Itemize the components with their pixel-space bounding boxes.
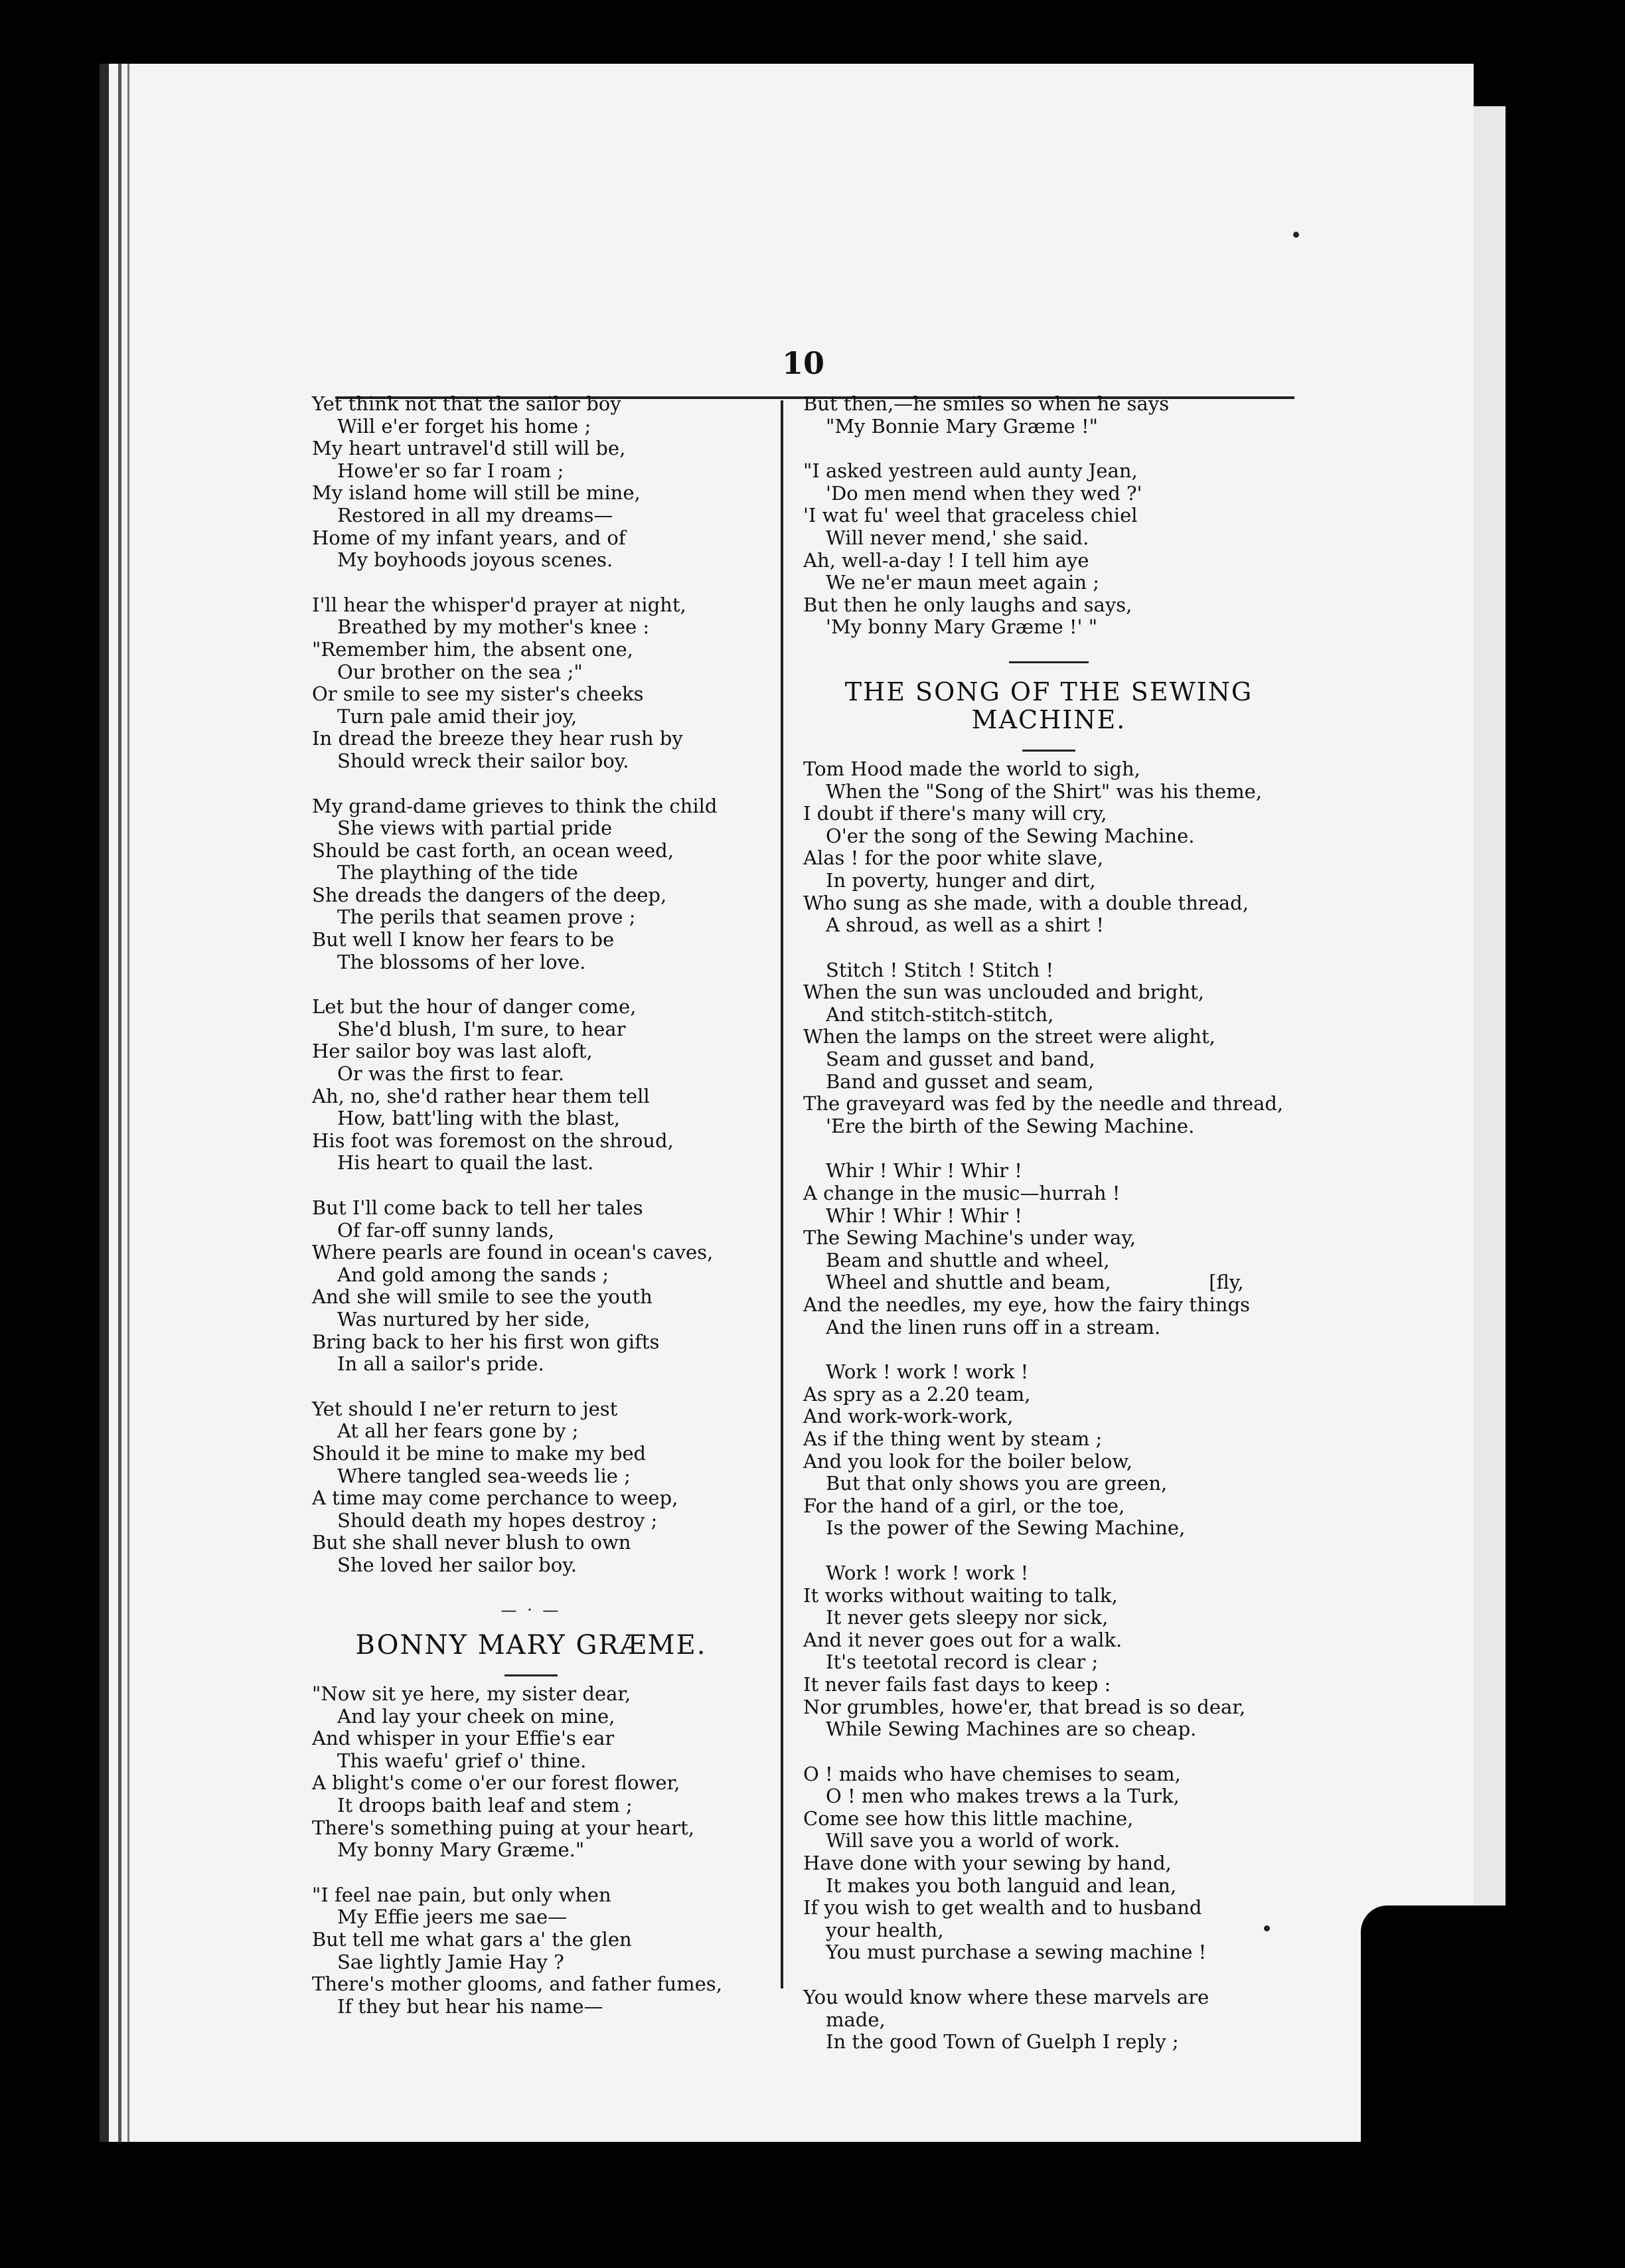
verse-line: Nor grumbles, howe'er, that bread is so dear, xyxy=(803,1695,1246,1718)
verse-line: Whir ! Whir ! Whir ! xyxy=(826,1159,1022,1182)
verse-line: And the needles, my eye, how the fairy things xyxy=(803,1293,1251,1316)
verse-line: Tom Hood made the world to sigh, xyxy=(803,757,1140,780)
verse-line: My boyhoods joyous scenes. xyxy=(337,548,613,572)
verse-line: It's teetotal record is clear ; xyxy=(826,1651,1099,1674)
verse-line: "Remember him, the absent one, xyxy=(312,637,633,661)
verse-line: And work-work-work, xyxy=(803,1405,1014,1428)
verse-line: There's mother glooms, and father fumes, xyxy=(312,1973,722,1996)
verse-line: Seam and gusset and band, xyxy=(826,1048,1095,1071)
verse-line: If they but hear his name— xyxy=(337,1994,603,2018)
verse-line: The graveyard was fed by the needle and thread, xyxy=(803,1092,1284,1115)
verse-line: As if the thing went by steam ; xyxy=(803,1427,1103,1450)
verse-line: In poverty, hunger and dirt, xyxy=(826,868,1096,892)
verse-line: It droops baith leaf and stem ; xyxy=(337,1794,633,1817)
page-number: 10 xyxy=(781,345,824,381)
verse-line: When the "Song of the Shirt" was his theme, xyxy=(826,779,1263,803)
title-rule xyxy=(504,1674,558,1676)
verse-line: "Now sit ye here, my sister dear, xyxy=(312,1682,631,1706)
verse-line: But I'll come back to tell her tales xyxy=(312,1196,643,1219)
stanza xyxy=(803,959,1294,1138)
verse-line: Or was the first to fear. xyxy=(337,1062,565,1086)
torn-corner xyxy=(1361,1905,1520,2145)
stanza xyxy=(803,1361,1294,1540)
verse-line: Work ! work ! work ! xyxy=(826,1561,1029,1584)
right-column xyxy=(803,393,1294,2076)
verse-line: And she will smile to see the youth xyxy=(312,1285,653,1309)
verse-line: The plaything of the tide xyxy=(337,861,578,884)
verse-line: A shroud, as well as a shirt ! xyxy=(826,914,1104,937)
verse-line: When the lamps on the street were alight, xyxy=(803,1025,1215,1048)
verse-line: The blossoms of her love. xyxy=(337,950,586,973)
stanza xyxy=(803,1160,1294,1338)
section-rule xyxy=(1009,661,1089,663)
verse-line: At all her fears gone by ; xyxy=(337,1419,579,1443)
verse-line: But then he only laughs and says, xyxy=(803,593,1132,616)
verse-line: Howe'er so far I roam ; xyxy=(337,459,564,482)
verse-line: While Sewing Machines are so cheap. xyxy=(826,1718,1197,1741)
sailor-boy-poem xyxy=(312,393,750,1577)
verse-line: My heart untravel'd still will be, xyxy=(312,437,626,460)
verse-line: She'd blush, I'm sure, to hear xyxy=(337,1017,626,1040)
verse-line: My bonny Mary Græme." xyxy=(337,1838,585,1862)
binding-line xyxy=(118,64,121,2142)
verse-line: It never fails fast days to keep : xyxy=(803,1672,1111,1696)
verse-line: If you wish to get wealth and to husband xyxy=(803,1896,1202,1919)
bonny-mary-graeme-poem xyxy=(312,1683,750,2018)
verse-line: "I feel nae pain, but only when xyxy=(312,1883,611,1906)
stanza xyxy=(312,1197,750,1376)
verse-line: The Sewing Machine's under way, xyxy=(803,1226,1136,1250)
verse-line: "I asked yestreen auld aunty Jean, xyxy=(803,459,1138,483)
verse-line: Home of my infant years, and of xyxy=(312,526,626,549)
verse-line: And stitch-stitch-stitch, xyxy=(826,1003,1054,1026)
verse-line: The perils that seamen prove ; xyxy=(337,906,636,929)
verse-line: My grand-dame grieves to think the child xyxy=(312,794,718,817)
verse-line: And you look for the boiler below, xyxy=(803,1449,1132,1473)
stanza xyxy=(312,393,750,572)
verse-line: Who sung as she made, with a double thread, xyxy=(803,891,1249,914)
verse-line: This waefu' grief o' thine. xyxy=(337,1749,587,1772)
verse-line: But that only shows you are green, xyxy=(826,1472,1168,1495)
speck xyxy=(1264,1925,1270,1931)
verse-line: And gold among the sands ; xyxy=(337,1263,609,1286)
verse-line: Band and gusset and seam, xyxy=(826,1070,1094,1093)
verse-line: Our brother on the sea ;" xyxy=(337,660,583,683)
verse-line: made, xyxy=(826,2008,886,2031)
verse-line: Alas ! for the poor white slave, xyxy=(803,847,1104,870)
column-divider xyxy=(781,400,783,1988)
verse-line: And lay your cheek on mine, xyxy=(337,1704,615,1728)
stanza xyxy=(312,1398,750,1577)
verse-line: Or smile to see my sister's cheeks xyxy=(312,683,644,706)
verse-line: It never gets sleepy nor sick, xyxy=(826,1606,1109,1629)
verse-line: My island home will still be mine, xyxy=(312,481,641,505)
verse-line: Will save you a world of work. xyxy=(826,1829,1121,1852)
verse-line: In dread the breeze they hear rush by xyxy=(312,727,683,750)
verse-line: But she shall never blush to own xyxy=(312,1531,631,1554)
verse-line: 'Ere the birth of the Sewing Machine. xyxy=(826,1114,1195,1137)
binding-line-inner xyxy=(127,64,129,2142)
left-column xyxy=(312,393,750,2040)
verse-line: Was nurtured by her side, xyxy=(337,1307,591,1331)
verse-line: Ah, well-a-day ! I tell him aye xyxy=(803,548,1089,572)
verse-line: Should death my hopes destroy ; xyxy=(337,1508,658,1532)
stanza xyxy=(803,393,1294,438)
song-of-sewing-machine-poem xyxy=(803,758,1294,2054)
verse-line: Her sailor boy was last aloft, xyxy=(312,1040,593,1063)
stanza xyxy=(312,1884,750,2018)
verse-line: Will e'er forget his home ; xyxy=(337,414,591,438)
verse-line: Where pearls are found in ocean's caves, xyxy=(312,1241,714,1264)
verse-line: But then,—he smiles so when he says xyxy=(803,392,1170,415)
verse-line: Will never mend,' she said. xyxy=(826,526,1089,549)
verse-line: Breathed by my mother's knee : xyxy=(337,615,650,639)
verse-line: Turn pale amid their joy, xyxy=(337,704,578,728)
verse-line: "My Bonnie Mary Græme !" xyxy=(826,414,1099,438)
verse-line: A change in the music—hurrah ! xyxy=(803,1182,1121,1205)
stanza xyxy=(312,1683,750,1862)
verse-line: You would know where these marvels are xyxy=(803,1986,1209,2009)
verse-line: your health, xyxy=(826,1918,944,1941)
verse-line: His heart to quail the last. xyxy=(337,1151,594,1174)
verse-line: For the hand of a girl, or the toe, xyxy=(803,1494,1125,1517)
stanza xyxy=(803,1763,1294,1964)
verse-line: When the sun was unclouded and bright, xyxy=(803,981,1205,1004)
verse-line: Should be cast forth, an ocean weed, xyxy=(312,839,674,862)
verse-line: I'll hear the whisper'd prayer at night, xyxy=(312,593,686,616)
verse-line: Where tangled sea-weeds lie ; xyxy=(337,1464,631,1487)
verse-line: 'My bonny Mary Græme !' " xyxy=(826,615,1098,639)
verse-line: O'er the song of the Sewing Machine. xyxy=(826,824,1195,847)
verse-line: And the linen runs off in a stream. xyxy=(826,1315,1161,1338)
stanza xyxy=(312,795,750,974)
verse-line: I doubt if there's many will cry, xyxy=(803,802,1107,825)
verse-line: Work ! work ! work ! xyxy=(826,1360,1029,1384)
verse-line: O ! men who makes trews a la Turk, xyxy=(826,1785,1180,1808)
verse-line: His foot was foremost on the shroud, xyxy=(312,1129,674,1152)
verse-line: You must purchase a sewing machine ! xyxy=(826,1941,1207,1964)
verse-line: Sae lightly Jamie Hay ? xyxy=(337,1950,564,1973)
speck xyxy=(1293,232,1299,238)
verse-line: And it never goes out for a walk. xyxy=(803,1628,1122,1651)
verse-line: Is the power of the Sewing Machine, xyxy=(826,1516,1186,1540)
verse-line: 'I wat fu' weel that graceless chiel xyxy=(803,504,1138,527)
verse-line: Bring back to her his first won gifts xyxy=(312,1330,660,1353)
bonny-mary-graeme-continued xyxy=(803,393,1294,639)
stanza xyxy=(803,758,1294,937)
stanza xyxy=(312,594,750,773)
section-separator: — · — xyxy=(501,1600,562,1619)
sewing-machine-title: THE SONG OF THE SEWING MACHINE. xyxy=(844,677,1253,734)
verse-line: My Effie jeers me sae— xyxy=(337,1905,568,1929)
verse-line: A blight's come o'er our forest flower, xyxy=(312,1771,680,1795)
verse-line: And whisper in your Effie's ear xyxy=(312,1727,615,1750)
stanza xyxy=(312,996,750,1174)
verse-line: We ne'er maun meet again ; xyxy=(826,571,1100,594)
next-page-edge xyxy=(1474,106,1506,2065)
verse-line: Let but the hour of danger come, xyxy=(312,995,637,1018)
verse-line: Restored in all my dreams— xyxy=(337,503,613,526)
stanza xyxy=(803,1562,1294,1741)
binding-edge xyxy=(100,64,109,2142)
verse-line: Yet think not that the sailor boy xyxy=(312,392,621,415)
verse-line: As spry as a 2.20 team, xyxy=(803,1382,1031,1406)
verse-line: 'Do men mend when they wed ?' xyxy=(826,481,1142,505)
verse-line: In the good Town of Guelph I reply ; xyxy=(826,2030,1179,2054)
verse-line: Wheel and shuttle and beam, [fly, xyxy=(826,1271,1244,1294)
verse-line: She loved her sailor boy. xyxy=(337,1553,577,1576)
verse-line: Ah, no, she'd rather hear them tell xyxy=(312,1084,650,1107)
verse-line: Come see how this little machine, xyxy=(803,1807,1134,1830)
verse-line: It makes you both languid and lean, xyxy=(826,1874,1177,1897)
verse-line: In all a sailor's pride. xyxy=(337,1352,544,1376)
verse-line: But well I know her fears to be xyxy=(312,928,615,951)
verse-line: She dreads the dangers of the deep, xyxy=(312,883,667,906)
verse-line: A time may come perchance to weep, xyxy=(312,1487,678,1510)
verse-line: Have done with your sewing by hand, xyxy=(803,1852,1172,1875)
verse-line: How, batt'ling with the blast, xyxy=(337,1107,620,1130)
verse-line: Stitch ! Stitch ! Stitch ! xyxy=(826,958,1054,981)
verse-line: There's something puing at your heart, xyxy=(312,1816,694,1839)
verse-line: She views with partial pride xyxy=(337,817,613,840)
verse-line: But tell me what gars a' the glen xyxy=(312,1928,632,1951)
verse-line: Beam and shuttle and wheel, xyxy=(826,1248,1110,1271)
verse-line: Whir ! Whir ! Whir ! xyxy=(826,1204,1022,1227)
bonny-mary-graeme-title: BONNY MARY GRÆME. xyxy=(355,1630,707,1661)
verse-line: Of far-off sunny lands, xyxy=(337,1218,555,1242)
verse-line: O ! maids who have chemises to seam, xyxy=(803,1762,1181,1785)
verse-line: Should it be mine to make my bed xyxy=(312,1441,647,1465)
stanza xyxy=(803,460,1294,639)
verse-line: It works without waiting to talk, xyxy=(803,1583,1118,1607)
stanza xyxy=(803,1986,1294,2054)
verse-line: Yet should I ne'er return to jest xyxy=(312,1397,618,1420)
verse-line: Should wreck their sailor boy. xyxy=(337,749,629,772)
title-rule xyxy=(1022,750,1075,752)
